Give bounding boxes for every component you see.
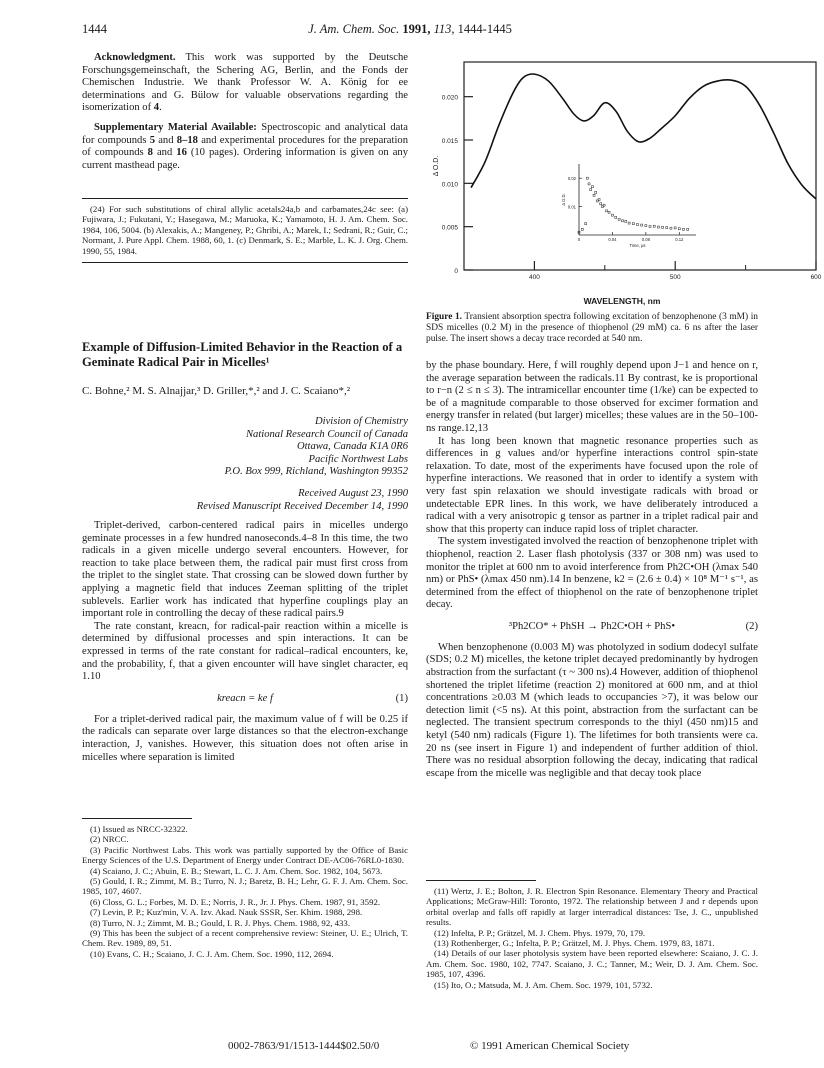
inset-data-point — [641, 224, 643, 226]
paragraph: The rate constant, kreacn, for radical-pair reaction within a micelle is determined by diffusional processes and spin interactions. It can be expressed in terms of the rate constant for radical–radical encounters, ke, and the probability, f, that a given encounter will have singlet character, eq 1.10 — [82, 620, 408, 683]
paragraph: It has long been known that magnetic resonance properties such as differences in g values and/or hyperfine interactions control spin-state relaxation. To date, most of the experiments have focused upon the role of hyperfine interactions. We reasoned that in order to identify a system with very fast spin relaxation we should investigate radicals with broad or undetectable EPR lines. In this work, we have deliberately introduced a radical with a very anisotropic g tensor as partner in a triplet radical pair and show that this property can induce rapid loss of triplet character. — [426, 435, 758, 535]
footnote: (6) Closs, G. L.; Forbes, M. D. E.; Norris, J. R., Jr. J. Phys. Chem. 1987, 91, 3592. — [90, 896, 381, 907]
inset-x-label: Time, μs — [629, 243, 646, 248]
inset-data-point — [621, 220, 623, 222]
inset-x-tick-label: 0.08 — [641, 237, 650, 242]
inset-data-point — [581, 228, 583, 230]
body-right — [426, 360, 758, 780]
inset-data-point — [585, 223, 587, 225]
inset-data-point — [611, 214, 613, 216]
inset-data-point — [674, 227, 676, 229]
plot-frame — [464, 62, 816, 270]
equation-1: kreacn = ke f (1) — [217, 692, 408, 704]
inset-data-point — [682, 228, 684, 230]
x-axis-label: WAVELENGTH, nm — [583, 296, 661, 306]
inset-data-point — [653, 225, 655, 227]
footnote: (3) Pacific Northwest Labs. This work was partially supported by the Office of Basic Energy Sciences of the U.S. Department of Energy under Contract DE-AC06-76RL0-1830. — [82, 844, 408, 866]
inset-data-point — [657, 226, 659, 228]
footnote: (8) Turro, N. J.; Zimmt, M. B.; Gould, I. R. J. Phys. Chem. 1988, 92, 433. — [90, 917, 351, 928]
journal-name: J. Am. Chem. Soc. — [308, 22, 400, 36]
article-authors: C. Bohne,² M. S. Alnajjar,³ D. Griller,*,² and J. C. Scaiano*,² — [82, 385, 351, 397]
page-number: 1444 — [82, 22, 107, 36]
inset-data-point — [632, 223, 634, 225]
paragraph: For a triplet-derived radical pair, the maximum value of f will be 0.25 if the radicals can separate over large distances so that the electron-exchange interaction, J, vanishes. However, this situation does not often arise in micelles where separation is limited — [82, 713, 408, 763]
footnote-divider — [426, 880, 536, 881]
footnotes-left — [82, 824, 408, 959]
inset-data-point — [618, 218, 620, 220]
equation-2: ³Ph2CO* + PhSH → Ph2C•OH + PhS• (2) — [508, 620, 758, 632]
divider — [82, 198, 408, 199]
inset-y-tick-label: 0.01 — [567, 204, 576, 210]
y-tick-label: 0.005 — [441, 224, 458, 232]
footnote: (4) Scaiano, J. C.; Abuin, E. B.; Stewart, L. C. J. Am. Chem. Soc. 1982, 104, 5673. — [90, 865, 383, 876]
footnote: (13) Rothenberger, G.; Infelta, P. P.; Grätzel, M. J. Phys. Chem. 1979, 83, 1871. — [434, 938, 715, 949]
paragraph: The system investigated involved the reaction of benzophenone triplet with thiophenol, reaction 2. Laser flash photolysis (337 or 308 nm) was used to monitor the triplet at 600 nm to avoid interference from Ph2C•OH (λmax 540 nm) or PhS• (λmax 450 nm).14 In benzene, k2 = (2.6 ± 0.4) × 10⁸ M⁻¹ s⁻¹, as determined from the effect of thiophenol on the rate of benzophenone triplet decay. — [426, 536, 758, 611]
inset-data-point — [687, 228, 689, 230]
footnote-divider — [82, 818, 192, 819]
article-title: Example of Diffusion-Limited Behavior in the Reaction of a Geminate Radical Pair in Micelles¹ — [82, 340, 403, 369]
footnote: (2) NRCC. — [90, 834, 129, 845]
inset-data-point — [678, 228, 680, 230]
revised-date: Revised Manuscript Received December 14, 1990 — [196, 500, 408, 512]
figure-1-chart — [424, 48, 824, 292]
series-line — [471, 74, 816, 199]
footnote: (14) Details of our laser photolysis system have been reported elsewhere: Scaiano, J. C. J. Am. Chem. Soc. 1980, 102, 7747. Scaiano, J. C.; Tanner, M.; Weir, D. J. Am. Chem. Soc. 1985, 107, 4396. — [426, 948, 758, 980]
footer-copyright: © 1991 American Chemical Society — [470, 1040, 630, 1052]
received-date: Received August 23, 1990 — [298, 487, 408, 499]
inset-data-point — [591, 186, 593, 188]
inset-x-tick-label: 0.04 — [608, 237, 617, 242]
footnote-24: (24) For such substitutions of chiral allylic acetals24a,b and carbamates,24c see: (a) Fujiwara, J.; Fukutani, Y.; Hasegawa, M.; Maruoka, K.; Yamamoto, H. J. Am. Chem. Soc. 1984, 106, 5004. (b) Alexakis, A.; Mangeney, P.; Ghribi, A.; Marek, I.; Sedrani, R.; Guir, C.; Normant, J. Pure Appl. Chem. 1988, 60, 1. (c) Denmark, S. E.; Marble, L. K. J. Org. Chem. 1990, 55, 1984. — [82, 204, 408, 256]
inset-data-point — [595, 191, 597, 193]
inset-data-point — [608, 211, 610, 213]
y-tick-label: 0.020 — [441, 94, 458, 102]
divider — [82, 262, 408, 263]
x-tick-label: 400 — [528, 274, 540, 281]
inset-y-tick-label: 0.02 — [567, 176, 576, 182]
inset-x-tick-label: 0.12 — [675, 237, 684, 242]
journal-year: 1991, — [402, 22, 431, 36]
inset-data-point — [586, 177, 588, 179]
paragraph: Triplet-derived, carbon-centered radical pairs in micelles undergo geminate processes in a few hundred nanoseconds.4–8 In this time, the two radicals in a given micelle undergo several encounters. However, for reaction to take place between them, the radical pair must first cross from the triplet to the singlet state. That crossing can be slowed down further by applying a magnetic field that induces Zeeman splitting of the triplet sublevels. Earlier work has indicated that hyperfine couplings play an important role in controlling the decay of these radical pairs.9 — [82, 520, 408, 620]
footer-code: 0002-7863/91/1513-1444$02.50/0 — [228, 1040, 380, 1052]
inset-data-point — [625, 220, 627, 222]
inset-x-tick-label: 0 — [577, 237, 581, 242]
journal-pages: 1444-1445 — [457, 22, 512, 36]
footnote: (9) This has been the subject of a recent comprehensive review: Steiner, U. E.; Ulrich, T. Chem. Rev. 1989, 89, 51. — [82, 928, 408, 949]
inset-data-point — [645, 225, 647, 227]
body-left — [82, 520, 408, 764]
journal-volume: 113, — [433, 22, 455, 36]
running-header — [0, 22, 820, 37]
supplementary-material: Supplementary Material Available: Spectroscopic and analytical data for compounds 5 and 8–18 and experimental procedures for the preparation of compounds 8 and 16 (10 pages). Ordering information is given on any current masthead page. — [82, 121, 409, 171]
footnote: (15) Ito, O.; Matsuda, M. J. Am. Chem. Soc. 1979, 101, 5732. — [434, 979, 653, 990]
paragraph: When benzophenone (0.003 M) was photolyzed in sodium dodecyl sulfate (SDS; 0.2 M) micelles, the ketone triplet decayed predominantly by hydrogen abstraction from the surfactant (τ ~ 300 ns).4 However, addition of thiophenol shortened the triplet lifetime (reaction 2) monitored at 600 nm, and at thiol concentrations ≥0.03 M (which leads to occupancies >7), it was below our detection limit (<5 ns). At this point, abstraction from the surfactant can be neglected. The transient spectrum corresponds to the thiyl (450 nm)15 and ketyl (540 nm) radicals (Figure 1). The lifetimes for both transients were ca. 20 ns (see insert in Figure 1) and independent of further addition of thiol. There was no residual absorption following the decay, indicating that radical escape from the micelle was negligible and that decay took place — [426, 641, 758, 779]
inset-data-point — [593, 194, 595, 196]
figure-caption: Figure 1. Transient absorption spectra following excitation of benzophenone (3 mM) in SDS micelles (0.2 M) in the presence of thiophenol (29 mM) ca. 6 ns after the laser pulse. The insert shows a decay trace recorded at 540 nm. — [426, 312, 758, 345]
x-tick-label: 600 — [810, 274, 822, 281]
y-tick-label: 0 — [454, 268, 458, 275]
footnote: (5) Gould, I. R.; Zimmt, M. B.; Turro, N. J.; Baretz, B. H.; Lehr, G. F. J. Am. Chem. Soc. 1985, 107, 4607. — [82, 876, 408, 897]
article-header — [82, 340, 408, 399]
footnote: (12) Infelta, P. P.; Grätzel, M. J. Chem. Phys. 1979, 70, 179. — [434, 927, 646, 938]
inset-data-point — [670, 227, 672, 229]
inset-decay-trace — [561, 164, 696, 248]
x-tick-label: 500 — [669, 274, 681, 281]
inset-data-point — [662, 226, 664, 228]
footnote: (10) Evans, C. H.; Scaiano, J. C. J. Am. Chem. Soc. 1990, 112, 2694. — [90, 948, 334, 959]
inset-data-point — [588, 183, 590, 185]
inset-y-label: Δ O.D. — [561, 193, 566, 206]
main-axes — [433, 62, 822, 281]
acknowledgment: Acknowledgment. This work was supported by the Deutsche Forschungsgemeinschaft, the Schering AG, Berlin, and the Fonds der Chemischen Industrie. We thank Professor W. A. König for ee determinations and G. Bülow for valuable observations regarding the isomerization of 4. — [82, 52, 408, 114]
spectrum-line — [471, 74, 816, 199]
inset-data-point — [649, 225, 651, 227]
footnote: (7) Levin, P. P.; Kuz'min, V. A. Izv. Akad. Nauk SSSR, Ser. Khim. 1988, 298. — [90, 907, 363, 918]
inset-data-point — [590, 189, 592, 191]
inset-data-point — [628, 222, 630, 224]
inset-data-point — [606, 210, 608, 212]
inset-data-point — [637, 223, 639, 225]
footnote: (1) Issued as NRCC-32322. — [90, 824, 188, 834]
footnote: (11) Wertz, J. E.; Bolton, J. R. Electron Spin Resonance. Elementary Theory and Practical Applications; McGraw-Hill: Toronto, 1972. The relationship between J and r depends upon orbital overlap and falls off rapidly at larger interradical distances: Tse, J. C., unpublished results. — [426, 886, 758, 928]
inset-data-point — [600, 203, 602, 205]
inset-data-point — [615, 216, 617, 218]
paragraph: by the phase boundary. Here, f will roughly depend upon J−1 and hence on r, the average separation between the radicals.11 By contrast, ke is proportional to r−n (2 ≤ n ≤ 3). The intramicellar encounter time (1/ke) can be expected to be of a magnitude comparable to those observed for excimer formation and energy transfer in related (but larger) micelles; these values are in the 50–100-ns range.12,13 — [426, 360, 758, 434]
inset-data-point — [666, 227, 668, 229]
left-top-block — [82, 52, 408, 172]
affiliations: Division of Chemistry National Research Council of Canada Ottawa, Canada K1A 0R6 Pacific Northwest Labs P.O. Box 999, Richland, Washington 99352 Received August 23, 1990 Revised Manuscript Received December 14, 1990 — [82, 416, 408, 513]
y-tick-label: 0.015 — [441, 138, 458, 145]
footnotes-right — [426, 886, 758, 990]
y-tick-label: 0.010 — [441, 181, 458, 189]
y-axis-label: Δ O.D. — [433, 155, 440, 177]
